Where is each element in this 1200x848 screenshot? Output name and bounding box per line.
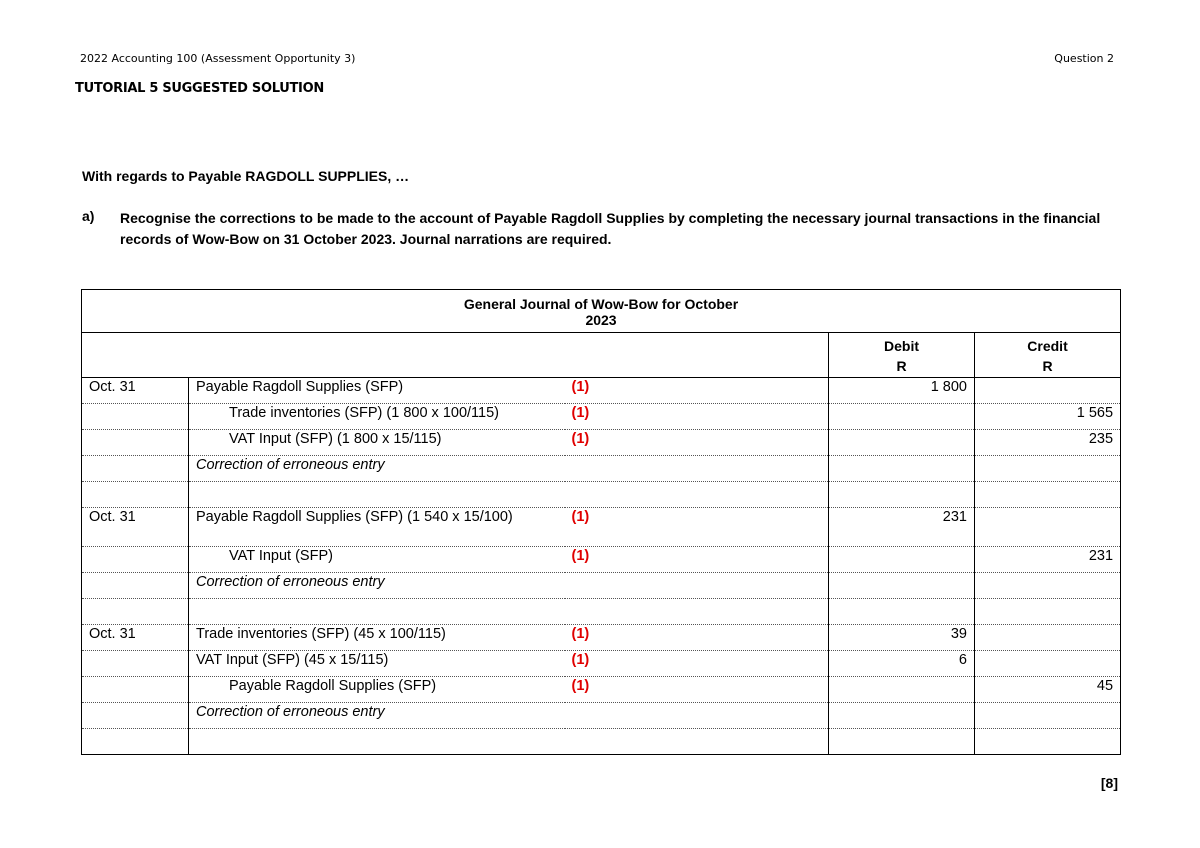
row-description-text: Correction of erroneous entry bbox=[196, 574, 385, 590]
row-credit bbox=[975, 677, 1121, 703]
journal-row bbox=[82, 547, 1121, 573]
total-marks: [8] bbox=[1100, 775, 1118, 791]
row-description bbox=[189, 508, 565, 547]
row-date bbox=[82, 677, 189, 703]
journal-row bbox=[82, 677, 1121, 703]
journal-row bbox=[82, 456, 1121, 482]
question-number: Question 2 bbox=[1054, 52, 1114, 65]
row-description bbox=[189, 456, 565, 482]
row-mark bbox=[565, 703, 829, 729]
row-debit bbox=[829, 508, 975, 547]
question-a-label: a) bbox=[82, 208, 95, 224]
row-date bbox=[82, 651, 189, 677]
debit-label: Debit bbox=[884, 338, 919, 354]
tutorial-title: TUTORIAL 5 SUGGESTED SOLUTION bbox=[75, 81, 324, 96]
row-mark bbox=[565, 456, 829, 482]
row-description-text: VAT Input (SFP) bbox=[229, 548, 333, 564]
journal-title-row bbox=[82, 290, 1121, 333]
journal-row bbox=[82, 430, 1121, 456]
row-credit-text: 45 bbox=[1096, 678, 1114, 694]
row-description bbox=[189, 651, 565, 677]
row-date bbox=[82, 547, 189, 573]
row-date bbox=[82, 378, 189, 404]
credit-header bbox=[975, 333, 1121, 378]
row-description-text: Trade inventories (SFP) (45 x 100/115) bbox=[196, 626, 446, 642]
row-date bbox=[82, 599, 189, 625]
row-description-text: VAT Input (SFP) (1 800 x 15/115) bbox=[229, 431, 442, 447]
row-credit-text: 231 bbox=[1088, 548, 1114, 564]
journal-row bbox=[82, 508, 1121, 547]
journal-row bbox=[82, 573, 1121, 599]
journal-row bbox=[82, 482, 1121, 508]
row-credit bbox=[975, 651, 1121, 677]
row-mark-text: (1) bbox=[571, 652, 590, 668]
row-debit bbox=[829, 651, 975, 677]
row-date bbox=[82, 482, 189, 508]
row-date bbox=[82, 456, 189, 482]
row-credit bbox=[975, 430, 1121, 456]
intro-text: With regards to Payable RAGDOLL SUPPLIES, … bbox=[82, 168, 410, 184]
row-description-text: Correction of erroneous entry bbox=[196, 704, 385, 720]
row-mark bbox=[565, 729, 829, 755]
row-mark-text: (1) bbox=[571, 626, 590, 642]
row-date bbox=[82, 703, 189, 729]
row-debit-text: 6 bbox=[958, 652, 967, 668]
row-description-text: Payable Ragdoll Supplies (SFP) bbox=[229, 678, 437, 694]
journal-row bbox=[82, 625, 1121, 651]
row-date bbox=[82, 508, 189, 547]
row-date-text: Oct. 31 bbox=[89, 509, 136, 525]
row-mark bbox=[565, 482, 829, 508]
question-a-text: Recognise the corrections to be made to the account of Payable Ragdoll Supplies by completing the necessary journal transactions in the financial records of Wow-Bow on 31 October 2023. Journal narrations are required. bbox=[120, 210, 1101, 247]
header-blank bbox=[82, 333, 829, 378]
journal-title-line2: 2023 bbox=[585, 312, 617, 328]
row-credit bbox=[975, 573, 1121, 599]
journal-title-line1: General Journal of Wow-Bow for October bbox=[463, 296, 739, 312]
row-debit-text: 1 800 bbox=[930, 379, 967, 395]
row-mark bbox=[565, 677, 829, 703]
row-mark-text: (1) bbox=[571, 548, 590, 564]
row-date bbox=[82, 729, 189, 755]
row-debit-text: 39 bbox=[950, 626, 967, 642]
journal-row bbox=[82, 651, 1121, 677]
credit-label: Credit bbox=[1027, 338, 1068, 354]
row-date bbox=[82, 430, 189, 456]
debit-currency: R bbox=[896, 358, 907, 374]
journal-row bbox=[82, 599, 1121, 625]
row-description bbox=[189, 703, 565, 729]
course-header: 2022 Accounting 100 (Assessment Opportunity 3) bbox=[80, 52, 356, 65]
row-debit bbox=[829, 677, 975, 703]
row-date-text: Oct. 31 bbox=[89, 379, 136, 395]
row-credit-text: 1 565 bbox=[1076, 405, 1114, 421]
row-description bbox=[189, 430, 565, 456]
row-debit bbox=[829, 625, 975, 651]
row-credit bbox=[975, 508, 1121, 547]
row-credit bbox=[975, 599, 1121, 625]
row-debit bbox=[829, 573, 975, 599]
row-description bbox=[189, 547, 565, 573]
row-mark bbox=[565, 651, 829, 677]
row-debit bbox=[829, 456, 975, 482]
row-debit bbox=[829, 547, 975, 573]
row-description-text: Payable Ragdoll Supplies (SFP) bbox=[196, 379, 404, 395]
row-mark bbox=[565, 378, 829, 404]
row-mark bbox=[565, 599, 829, 625]
row-description-text: Payable Ragdoll Supplies (SFP) (1 540 x 15/100) bbox=[196, 509, 513, 525]
debit-header bbox=[829, 333, 975, 378]
journal-row bbox=[82, 378, 1121, 404]
row-debit bbox=[829, 729, 975, 755]
row-debit bbox=[829, 599, 975, 625]
row-debit bbox=[829, 378, 975, 404]
journal-row bbox=[82, 703, 1121, 729]
row-credit bbox=[975, 547, 1121, 573]
row-description bbox=[189, 677, 565, 703]
credit-currency: R bbox=[1042, 358, 1053, 374]
row-credit bbox=[975, 703, 1121, 729]
row-description bbox=[189, 599, 565, 625]
row-description bbox=[189, 625, 565, 651]
row-description bbox=[189, 404, 565, 430]
row-debit bbox=[829, 482, 975, 508]
row-mark bbox=[565, 625, 829, 651]
row-debit-text: 231 bbox=[942, 509, 967, 525]
row-debit bbox=[829, 703, 975, 729]
journal-row bbox=[82, 404, 1121, 430]
row-mark-text: (1) bbox=[571, 509, 590, 525]
row-mark-text: (1) bbox=[571, 678, 590, 694]
row-mark-text: (1) bbox=[571, 379, 590, 395]
row-description bbox=[189, 729, 565, 755]
journal-body bbox=[82, 378, 1121, 755]
row-mark bbox=[565, 547, 829, 573]
row-debit bbox=[829, 430, 975, 456]
row-date-text: Oct. 31 bbox=[89, 626, 136, 642]
row-credit bbox=[975, 456, 1121, 482]
row-credit-text: 235 bbox=[1088, 431, 1114, 447]
row-credit bbox=[975, 378, 1121, 404]
row-date bbox=[82, 625, 189, 651]
row-credit bbox=[975, 404, 1121, 430]
journal-row bbox=[82, 729, 1121, 755]
row-mark bbox=[565, 404, 829, 430]
journal-title bbox=[82, 290, 1121, 333]
row-description bbox=[189, 378, 565, 404]
row-mark-text: (1) bbox=[571, 405, 590, 421]
row-date bbox=[82, 404, 189, 430]
row-description bbox=[189, 482, 565, 508]
row-mark bbox=[565, 508, 829, 547]
row-credit bbox=[975, 482, 1121, 508]
row-date bbox=[82, 573, 189, 599]
row-credit bbox=[975, 625, 1121, 651]
journal-header-row bbox=[82, 333, 1121, 378]
row-description-text: Trade inventories (SFP) (1 800 x 100/115) bbox=[229, 405, 499, 421]
row-description-text: VAT Input (SFP) (45 x 15/115) bbox=[196, 652, 389, 668]
row-mark-text: (1) bbox=[571, 431, 590, 447]
row-description-text: Correction of erroneous entry bbox=[196, 457, 385, 473]
row-mark bbox=[565, 430, 829, 456]
general-journal-table bbox=[81, 289, 1121, 755]
row-mark bbox=[565, 573, 829, 599]
row-description bbox=[189, 573, 565, 599]
row-credit bbox=[975, 729, 1121, 755]
row-debit bbox=[829, 404, 975, 430]
